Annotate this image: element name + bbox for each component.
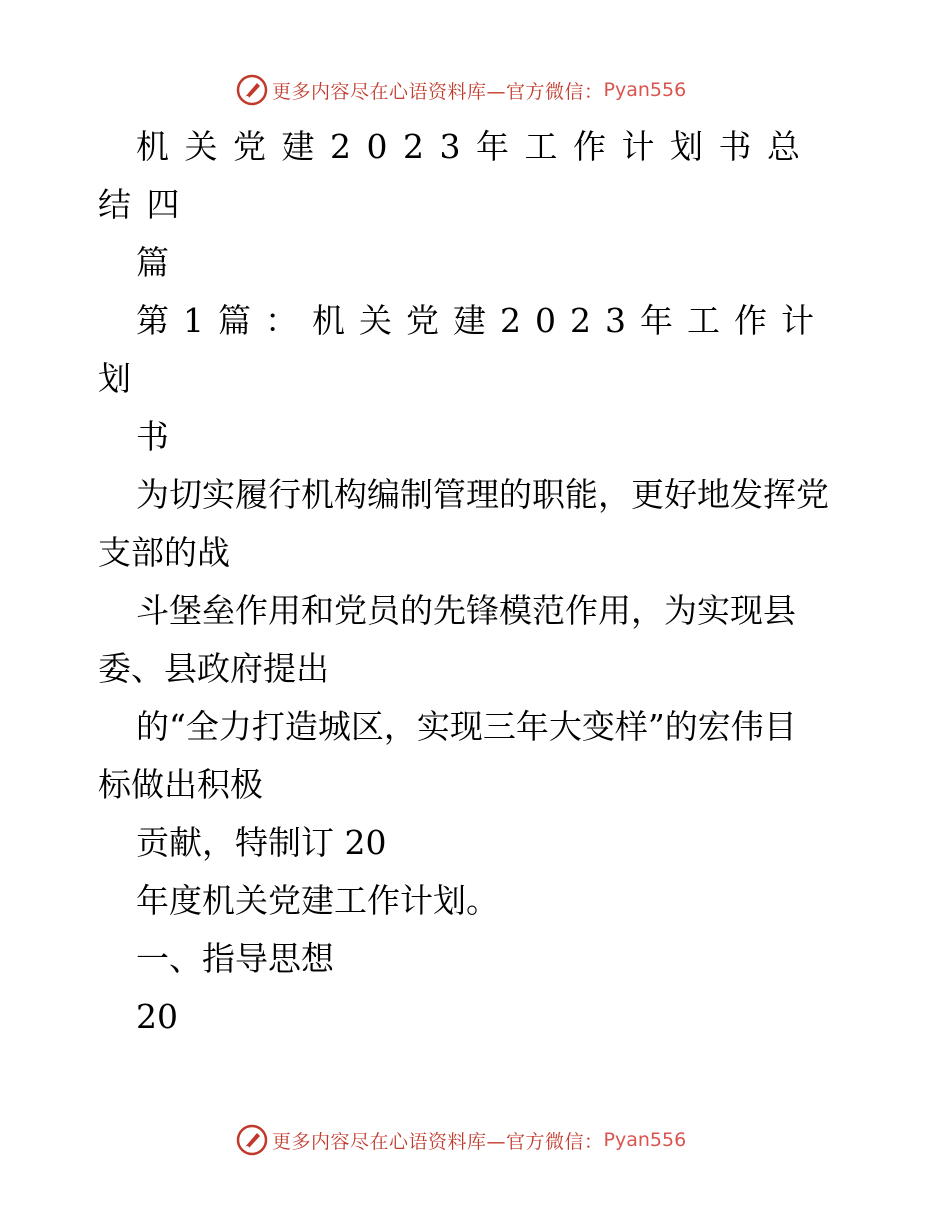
doc-title-line-3: 篇: [136, 243, 169, 282]
paragraph-line: 支部的战: [98, 533, 230, 572]
watermark-id: Pyan556: [603, 79, 687, 101]
paragraph-line: 委、县政府提出: [98, 649, 329, 688]
section-heading-line-2: 划: [98, 359, 131, 398]
document-body: [98, 118, 858, 1046]
watermark-id: Pyan556: [603, 1129, 687, 1151]
paragraph-line: 的“全力打造城区，实现三年大变样”的宏伟目: [136, 707, 797, 746]
paragraph-line: 年度机关党建工作计划。: [136, 881, 499, 920]
paragraph-line: 斗堡垒作用和党员的先锋模范作用，为实现县: [136, 591, 796, 630]
subheading-guiding-ideology: 一、指导思想: [136, 939, 334, 978]
doc-title-line-1: 机关党建2023年工作计划书总: [136, 127, 816, 166]
paragraph-line: 标做出积极: [98, 765, 263, 804]
watermark-footer: [236, 1123, 686, 1157]
paragraph-line: 20: [136, 997, 178, 1036]
pen-logo-icon: [236, 74, 268, 106]
watermark-text: 更多内容尽在心语资料库—官方微信：: [272, 80, 604, 103]
watermark-header: [236, 73, 686, 107]
section-heading-line-3: 书: [136, 417, 169, 456]
paragraph-line: 贡献，特制订 20: [136, 823, 387, 862]
section-heading-line-1: 第1篇：机关党建2023年工作计: [136, 301, 828, 340]
watermark-text: 更多内容尽在心语资料库—官方微信：: [272, 1130, 604, 1153]
pen-logo-icon: [236, 1124, 268, 1156]
doc-title-line-2: 结四: [98, 185, 195, 224]
paragraph-line: 为切实履行机构编制管理的职能，更好地发挥党: [136, 475, 829, 514]
